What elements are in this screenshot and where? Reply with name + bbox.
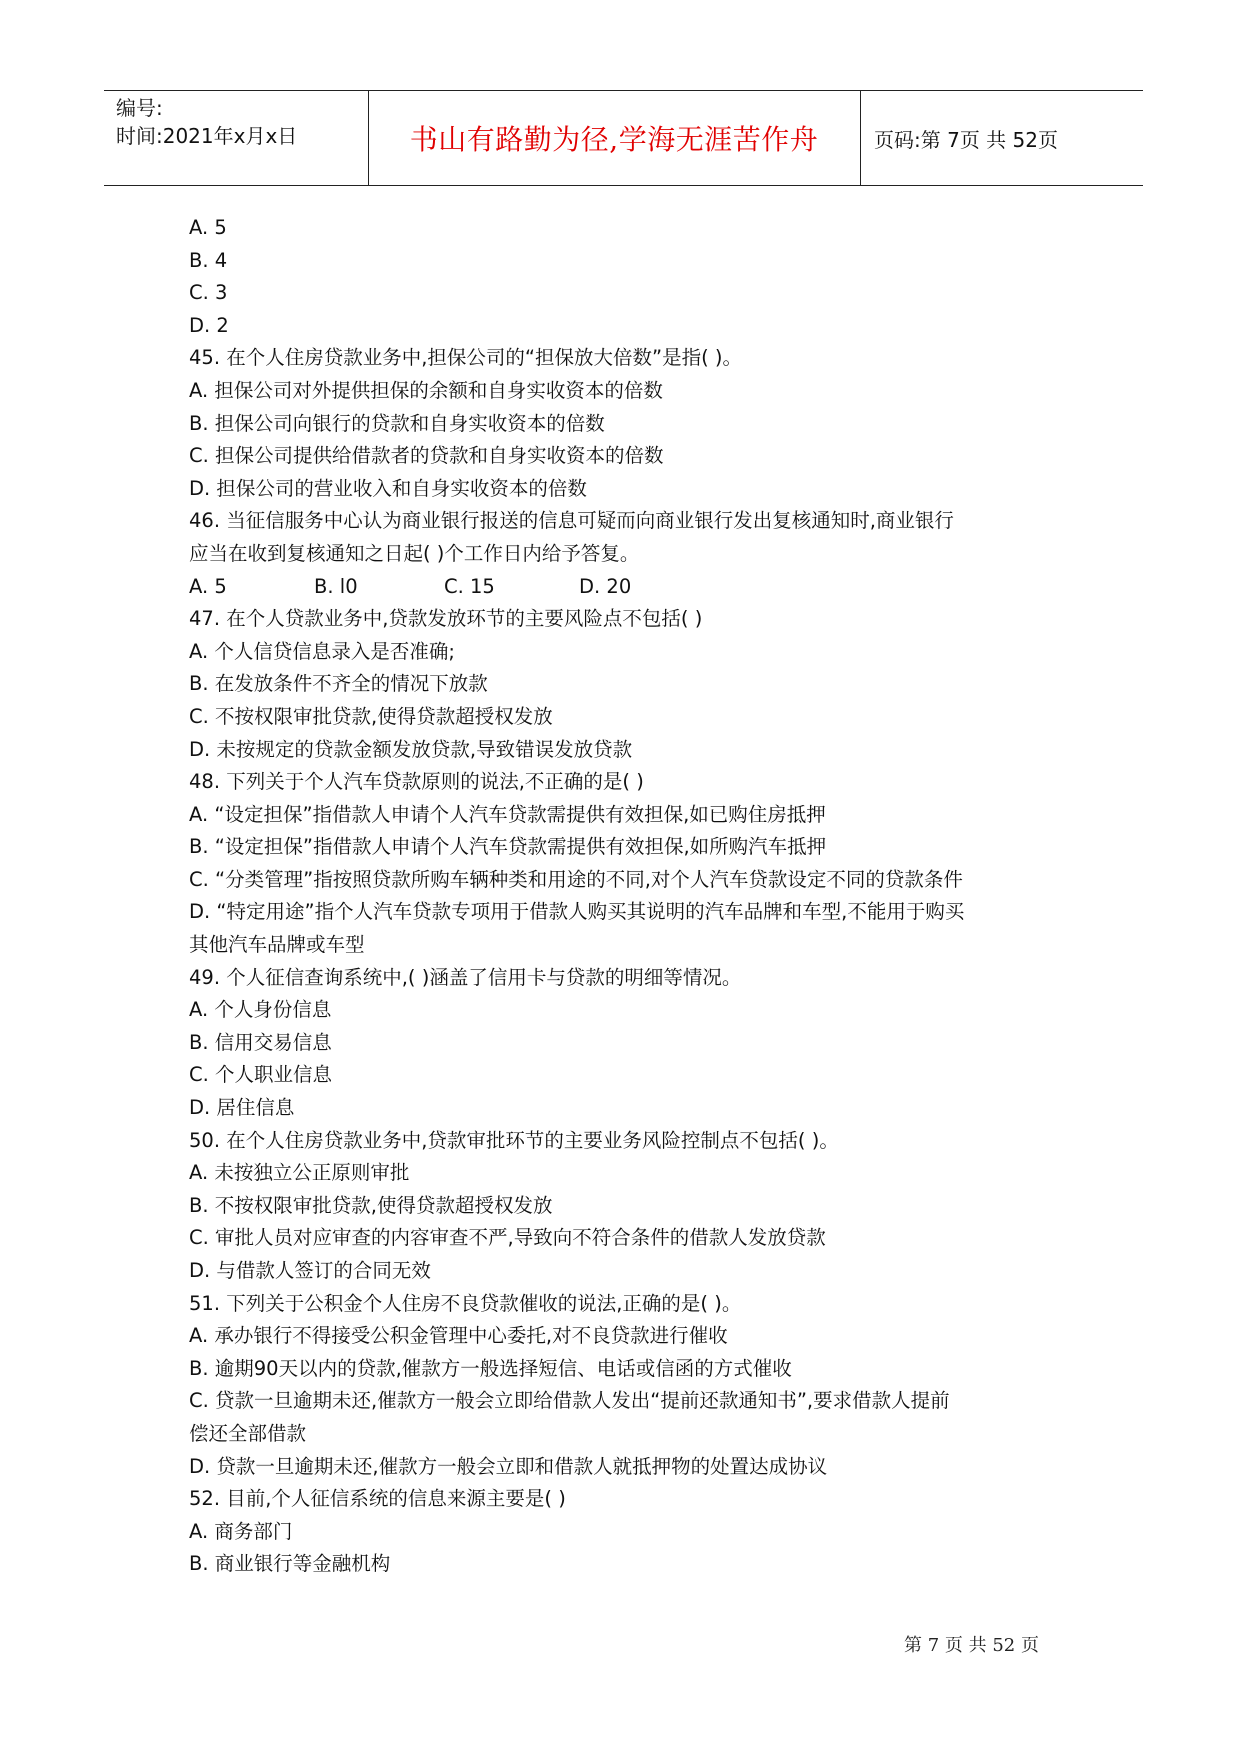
question-46: 46. 当征信服务中心认为商业银行报送的信息可疑而向商业银行发出复核通知时,商业银行 [189, 509, 954, 533]
text-line: B. 商业银行等金融机构 [189, 1552, 391, 1576]
time-label: 时间:2021年x月x日 [116, 124, 298, 148]
question-49: 49. 个人征信查询系统中,( )涵盖了信用卡与贷款的明细等情况。 [189, 965, 742, 989]
text-line: B. 信用交易信息 [189, 1030, 332, 1054]
text-line: A. 商务部门 [189, 1519, 293, 1543]
text-line: B. 不按权限审批贷款,使得贷款超授权发放 [189, 1193, 553, 1217]
text-line: D. 担保公司的营业收入和自身实收资本的倍数 [189, 476, 587, 500]
text-line: A. 未按独立公正原则审批 [189, 1161, 410, 1185]
text-line: B. 逾期90天以内的贷款,催款方一般选择短信、电话或信函的方式催收 [189, 1356, 792, 1380]
text-line: C. “分类管理”指按照贷款所购车辆种类和用途的不同,对个人汽车贷款设定不同的贷款条件 [189, 867, 963, 891]
header-motto: 书山有路勤为径,学海无涯苦作舟 [409, 123, 819, 156]
text-line: C. 3 [189, 281, 228, 305]
header-divider-right [860, 91, 861, 185]
question-45: 45. 在个人住房贷款业务中,担保公司的“担保放大倍数”是指( )。 [189, 346, 743, 370]
header-page-code: 页码:第 7页 共 52页 [874, 127, 1058, 152]
option-b: B. l0 [314, 574, 358, 598]
text-line: 偿还全部借款 [189, 1421, 307, 1445]
question-51: 51. 下列关于公积金个人住房不良贷款催收的说法,正确的是( )。 [189, 1291, 742, 1315]
options-46 [189, 571, 1079, 604]
option-d: D. 20 [579, 574, 632, 598]
text-line: D. 未按规定的贷款金额发放贷款,导致错误发放贷款 [189, 737, 633, 761]
text-line: C. 担保公司提供给借款者的贷款和自身实收资本的倍数 [189, 444, 664, 468]
question-50: 50. 在个人住房贷款业务中,贷款审批环节的主要业务风险控制点不包括( )。 [189, 1128, 839, 1152]
question-47: 47. 在个人贷款业务中,贷款发放环节的主要风险点不包括( ) [189, 607, 703, 631]
text-line: B. 4 [189, 248, 228, 272]
text-line: 其他汽车品牌或车型 [189, 933, 365, 957]
question-52: 52. 目前,个人征信系统的信息来源主要是( ) [189, 1487, 566, 1511]
question-48: 48. 下列关于个人汽车贷款原则的说法,不正确的是( ) [189, 770, 644, 794]
header-meta [116, 91, 371, 185]
text-line: D. 贷款一旦逾期未还,催款方一般会立即和借款人就抵押物的处置达成协议 [189, 1454, 828, 1478]
number-label: 编号: [116, 96, 163, 120]
text-line: D. 2 [189, 313, 229, 337]
text-line: A. 担保公司对外提供担保的余额和自身实收资本的倍数 [189, 378, 663, 402]
page-footer: 第 7 页 共 52 页 [904, 1635, 1039, 1656]
text-line: C. 审批人员对应审查的内容审查不严,导致向不符合条件的借款人发放贷款 [189, 1226, 826, 1250]
question-content [189, 212, 1079, 1581]
text-line: D. 与借款人签订的合同无效 [189, 1259, 431, 1282]
text-line: B. 担保公司向银行的贷款和自身实收资本的倍数 [189, 411, 605, 435]
text-line: A. 个人身份信息 [189, 998, 332, 1022]
text-line: C. 个人职业信息 [189, 1063, 333, 1087]
text-line: A. 5 [189, 216, 227, 239]
text-line: A. 个人信贷信息录入是否准确; [189, 639, 455, 663]
text-line: C. 不按权限审批贷款,使得贷款超授权发放 [189, 704, 553, 728]
page-header [104, 90, 1143, 186]
text-line: B. “设定担保”指借款人申请个人汽车贷款需提供有效担保,如所购汽车抵押 [189, 835, 827, 859]
text-line: B. 在发放条件不齐全的情况下放款 [189, 672, 488, 696]
text-line: D. 居住信息 [189, 1096, 295, 1120]
text-line: D. “特定用途”指个人汽车贷款专项用于借款人购买其说明的汽车品牌和车型,不能用于购买 [189, 900, 965, 924]
text-line: C. 贷款一旦逾期未还,催款方一般会立即给借款人发出“提前还款通知书”,要求借款人提前 [189, 1389, 950, 1413]
text-line: A. “设定担保”指借款人申请个人汽车贷款需提供有效担保,如已购住房抵押 [189, 802, 826, 826]
option-a: A. 5 [189, 574, 227, 598]
text-line: A. 承办银行不得接受公积金管理中心委托,对不良贷款进行催收 [189, 1324, 728, 1348]
text-line: 应当在收到复核通知之日起( )个工作日内给予答复。 [189, 541, 640, 565]
option-c: C. 15 [444, 574, 495, 598]
